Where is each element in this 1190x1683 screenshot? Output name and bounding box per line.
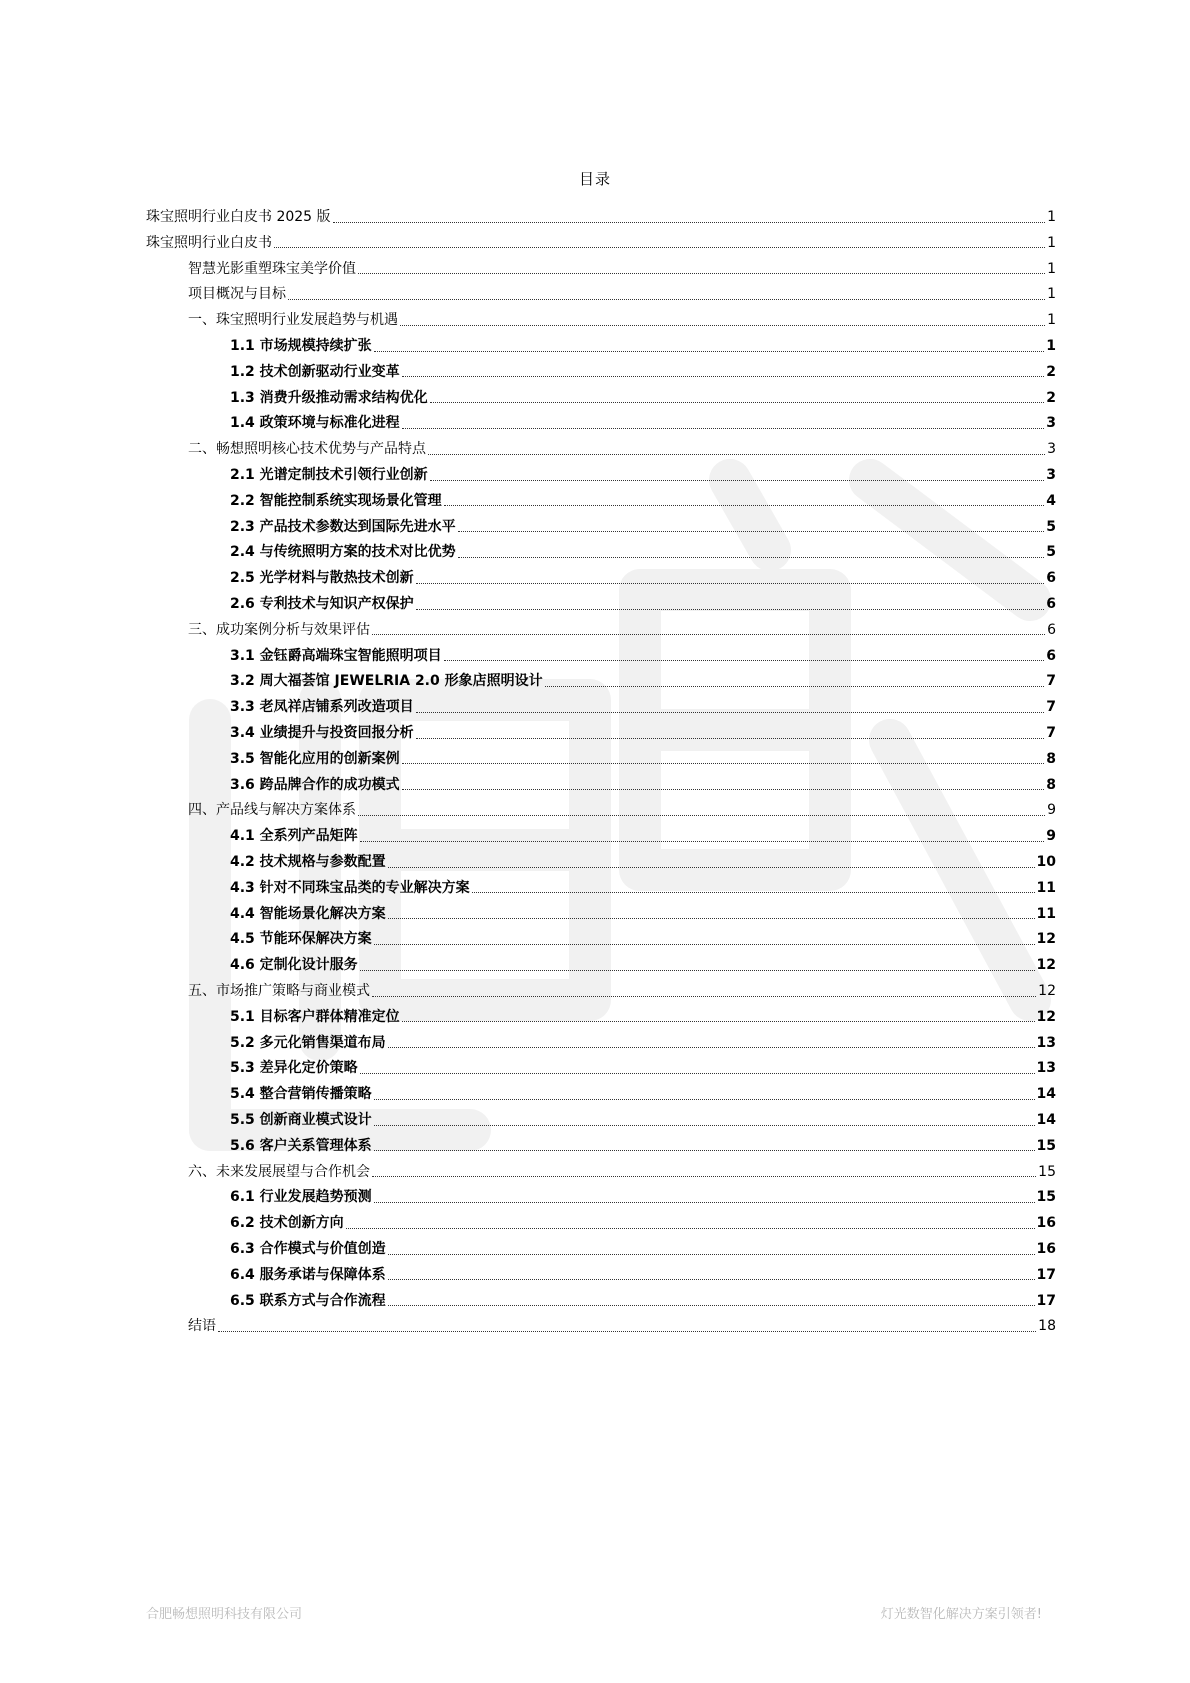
toc-entry-page-number: 10 [1036, 854, 1056, 870]
toc-dot-leader [388, 1305, 1035, 1306]
toc-dot-leader [444, 505, 1045, 506]
toc-dot-leader [388, 918, 1035, 919]
toc-entry[interactable] [230, 489, 1056, 513]
toc-entry-label: 4.5 节能环保解决方案 [230, 931, 372, 948]
toc-entry[interactable] [230, 411, 1056, 435]
toc-dot-leader [360, 841, 1045, 842]
toc-dot-leader [388, 867, 1035, 868]
toc-entry-page-number: 8 [1046, 750, 1056, 767]
toc-entry-page-number: 18 [1038, 1318, 1056, 1335]
toc-entry[interactable] [188, 308, 1056, 332]
toc-dot-leader [402, 1021, 1035, 1022]
toc-dot-leader [372, 996, 1036, 997]
toc-entry-label: 4.4 智能场景化解决方案 [230, 905, 386, 922]
toc-dot-leader [358, 815, 1045, 816]
toc-dot-leader [402, 376, 1045, 377]
toc-entry[interactable] [230, 1185, 1056, 1209]
toc-entry[interactable] [230, 824, 1056, 848]
toc-entry[interactable] [188, 618, 1056, 642]
toc-dot-leader [416, 609, 1045, 610]
toc-entry-label: 6.3 合作模式与价值创造 [230, 1241, 386, 1257]
toc-entry[interactable] [230, 644, 1056, 668]
toc-entry[interactable] [230, 566, 1056, 590]
toc-entry-label: 珠宝照明行业白皮书 [146, 234, 272, 251]
toc-entry[interactable] [230, 695, 1056, 719]
toc-dot-leader [416, 738, 1045, 739]
toc-dot-leader [428, 454, 1045, 455]
toc-entry[interactable] [188, 1314, 1056, 1338]
toc-dot-leader [472, 892, 1035, 893]
toc-entry-label: 3.4 业绩提升与投资回报分析 [230, 725, 414, 741]
toc-entry-label: 5.1 目标客户群体精准定位 [230, 1008, 400, 1025]
toc-entry-label: 6.4 服务承诺与保障体系 [230, 1266, 386, 1283]
toc-entry-label: 4.3 针对不同珠宝品类的专业解决方案 [230, 879, 470, 896]
toc-entry[interactable] [230, 1263, 1056, 1287]
toc-entry[interactable] [230, 1134, 1056, 1158]
toc-entry-label: 6.5 联系方式与合作流程 [230, 1292, 386, 1309]
toc-entry-page-number: 13 [1036, 1034, 1056, 1051]
toc-entry[interactable] [230, 1031, 1056, 1055]
toc-entry[interactable] [230, 540, 1056, 564]
toc-entry[interactable] [230, 463, 1056, 487]
toc-entry[interactable] [230, 773, 1056, 797]
toc-entry-page-number: 3 [1046, 415, 1056, 432]
toc-entry-page-number: 7 [1046, 725, 1056, 741]
toc-entry[interactable] [230, 1289, 1056, 1313]
toc-entry-label: 项目概况与目标 [188, 286, 286, 303]
toc-entry-page-number: 9 [1047, 802, 1056, 819]
toc-dot-leader [288, 299, 1045, 300]
toc-entry-label: 一、珠宝照明行业发展趋势与机遇 [188, 312, 398, 329]
toc-entry-page-number: 15 [1038, 1163, 1056, 1180]
toc-dot-leader [388, 1254, 1035, 1255]
toc-entry-page-number: 5 [1046, 544, 1056, 561]
toc-dot-leader [402, 763, 1045, 764]
toc-entry-label: 2.1 光谱定制技术引领行业创新 [230, 467, 428, 483]
toc-entry[interactable] [230, 1108, 1056, 1132]
toc-dot-leader [374, 1125, 1035, 1126]
toc-entry-label: 3.6 跨品牌合作的成功模式 [230, 776, 400, 793]
toc-entry[interactable] [188, 437, 1056, 461]
toc-dot-leader [374, 944, 1035, 945]
toc-dot-leader [458, 531, 1045, 532]
toc-dot-leader [374, 1099, 1035, 1100]
toc-dot-leader [416, 712, 1045, 713]
toc-entry-page-number: 11 [1036, 905, 1056, 922]
toc-entry-page-number: 2 [1046, 363, 1056, 380]
toc-entry-page-number: 6 [1046, 596, 1056, 612]
toc-dot-leader [444, 660, 1045, 661]
toc-entry-page-number: 12 [1038, 983, 1056, 999]
toc-dot-leader [360, 970, 1035, 971]
toc-entry-label: 五、市场推广策略与商业模式 [188, 983, 370, 999]
toc-entry-label: 1.1 市场规模持续扩张 [230, 338, 372, 354]
toc-entry[interactable] [188, 1160, 1056, 1184]
toc-entry[interactable] [230, 669, 1056, 693]
toc-entry-page-number: 3 [1046, 467, 1056, 483]
toc-entry-page-number: 14 [1036, 1086, 1056, 1103]
toc-entry-label: 2.3 产品技术参数达到国际先进水平 [230, 518, 456, 535]
toc-entry-page-number: 4 [1046, 492, 1056, 509]
toc-entry-label: 6.2 技术创新方向 [230, 1215, 344, 1232]
toc-entry[interactable] [230, 360, 1056, 384]
toc-entry-page-number: 7 [1046, 673, 1056, 690]
toc-entry-label: 2.2 智能控制系统实现场景化管理 [230, 492, 442, 509]
toc-entry-label: 5.4 整合营销传播策略 [230, 1086, 372, 1103]
toc-entry-label: 2.5 光学材料与散热技术创新 [230, 570, 414, 587]
toc-entry[interactable] [230, 592, 1056, 616]
toc-entry[interactable] [230, 953, 1056, 977]
footer-slogan: 灯光数智化解决方案引领者! [880, 1607, 1042, 1622]
toc-entry[interactable] [230, 1211, 1056, 1235]
toc-entry[interactable] [188, 798, 1056, 822]
toc-entry-label: 珠宝照明行业白皮书 2025 版 [146, 209, 331, 225]
toc-dot-leader [218, 1331, 1036, 1332]
toc-entry[interactable] [188, 282, 1056, 306]
toc-entry-page-number: 1 [1047, 286, 1056, 303]
toc-entry-label: 6.1 行业发展趋势预测 [230, 1189, 372, 1206]
toc-entry-label: 1.3 消费升级推动需求结构优化 [230, 389, 428, 406]
toc-entry[interactable] [230, 1237, 1056, 1261]
toc-entry-page-number: 17 [1036, 1292, 1056, 1309]
toc-dot-leader [402, 428, 1045, 429]
toc-entry[interactable] [230, 386, 1056, 410]
toc-entry-label: 三、成功案例分析与效果评估 [188, 621, 370, 638]
toc-entry-label: 4.2 技术规格与参数配置 [230, 854, 386, 870]
toc-entry-page-number: 15 [1036, 1137, 1056, 1154]
toc-dot-leader [400, 325, 1045, 326]
toc-entry[interactable] [230, 876, 1056, 900]
toc-entry-page-number: 6 [1047, 621, 1056, 638]
toc-dot-leader [374, 351, 1045, 352]
toc-entry[interactable] [230, 721, 1056, 745]
toc-dot-leader [374, 1150, 1035, 1151]
toc-dot-leader [346, 1228, 1035, 1229]
toc-entry-label: 2.4 与传统照明方案的技术对比优势 [230, 544, 456, 561]
toc-dot-leader [372, 1176, 1036, 1177]
toc-entry-label: 结语 [188, 1318, 216, 1335]
toc-dot-leader [545, 686, 1045, 687]
toc-entry-page-number: 13 [1036, 1060, 1056, 1077]
toc-entry-page-number: 1 [1046, 338, 1056, 354]
toc-entry-label: 3.3 老凤祥店铺系列改造项目 [230, 699, 414, 716]
toc-dot-leader [388, 1047, 1035, 1048]
toc-entry[interactable] [230, 1082, 1056, 1106]
toc-entry-label: 5.5 创新商业模式设计 [230, 1112, 372, 1128]
toc-entry-label: 4.1 全系列产品矩阵 [230, 828, 358, 845]
toc-entry-label: 2.6 专利技术与知识产权保护 [230, 596, 414, 612]
toc-entry-label: 5.6 客户关系管理体系 [230, 1137, 372, 1154]
toc-entry-page-number: 16 [1036, 1215, 1056, 1232]
toc-dot-leader [430, 480, 1045, 481]
toc-entry-page-number: 1 [1047, 312, 1056, 329]
toc-entry[interactable] [230, 902, 1056, 926]
toc-dot-leader [402, 789, 1045, 790]
toc-entry[interactable] [230, 850, 1056, 874]
toc-entry[interactable] [230, 927, 1056, 951]
toc-entry-label: 3.1 金钰爵高端珠宝智能照明项目 [230, 647, 442, 664]
toc-entry[interactable] [230, 334, 1056, 358]
toc-dot-leader [416, 583, 1045, 584]
toc-entry-label: 5.2 多元化销售渠道布局 [230, 1034, 386, 1051]
toc-title: 目录 [578, 170, 611, 188]
toc-entry-page-number: 14 [1036, 1112, 1056, 1128]
toc-dot-leader [458, 557, 1045, 558]
toc-entry[interactable] [230, 1056, 1056, 1080]
toc-entry[interactable] [230, 747, 1056, 771]
toc-entry-label: 1.2 技术创新驱动行业变革 [230, 363, 400, 380]
toc-entry-page-number: 9 [1046, 828, 1056, 845]
toc-entry-page-number: 6 [1046, 647, 1056, 664]
toc-entry-label: 3.5 智能化应用的创新案例 [230, 750, 400, 767]
toc-entry-page-number: 16 [1036, 1241, 1056, 1257]
toc-entry-label: 4.6 定制化设计服务 [230, 957, 358, 974]
toc-entry-label: 5.3 差异化定价策略 [230, 1060, 358, 1077]
toc-entry-label: 四、产品线与解决方案体系 [188, 802, 356, 819]
toc-dot-leader [360, 1073, 1035, 1074]
toc-dot-leader [274, 247, 1045, 248]
toc-entry-page-number: 1 [1047, 234, 1056, 251]
toc-entry-page-number: 12 [1036, 931, 1056, 948]
toc-entry-page-number: 3 [1047, 441, 1056, 458]
toc-entry-page-number: 2 [1046, 389, 1056, 406]
toc-entry[interactable] [230, 1005, 1056, 1029]
toc-entry-label: 六、未来发展展望与合作机会 [188, 1163, 370, 1180]
toc-entry-page-number: 17 [1036, 1266, 1056, 1283]
toc-entry-page-number: 8 [1046, 776, 1056, 793]
toc-entry[interactable] [188, 257, 1056, 281]
toc-entry-page-number: 12 [1036, 1008, 1056, 1025]
toc-dot-leader [388, 1279, 1035, 1280]
toc-entry-page-number: 7 [1046, 699, 1056, 716]
toc-entry[interactable] [188, 979, 1056, 1003]
toc-entry[interactable] [230, 515, 1056, 539]
toc-entry-page-number: 1 [1047, 260, 1056, 277]
toc-entry[interactable] [146, 231, 1056, 255]
toc-entry-label: 二、畅想照明核心技术优势与产品特点 [188, 441, 426, 458]
toc-entry-label: 3.2 周大福荟馆 JEWELRIA 2.0 形象店照明设计 [230, 673, 543, 690]
toc-dot-leader [372, 634, 1045, 635]
toc-entry-page-number: 5 [1046, 518, 1056, 535]
toc-entry-page-number: 15 [1036, 1189, 1056, 1206]
toc-entry-page-number: 6 [1046, 570, 1056, 587]
footer-company-name: 合肥畅想照明科技有限公司 [146, 1607, 303, 1622]
toc-dot-leader [374, 1202, 1035, 1203]
toc-entry-label: 智慧光影重塑珠宝美学价值 [188, 260, 356, 277]
toc-entry-page-number: 1 [1047, 209, 1056, 225]
toc-dot-leader [430, 402, 1045, 403]
toc-entry-page-number: 11 [1036, 879, 1056, 896]
toc-entry-label: 1.4 政策环境与标准化进程 [230, 415, 400, 432]
toc-dot-leader [333, 222, 1046, 223]
toc-dot-leader [358, 273, 1045, 274]
toc-entry-page-number: 12 [1036, 957, 1056, 974]
toc-entry[interactable] [146, 205, 1056, 229]
